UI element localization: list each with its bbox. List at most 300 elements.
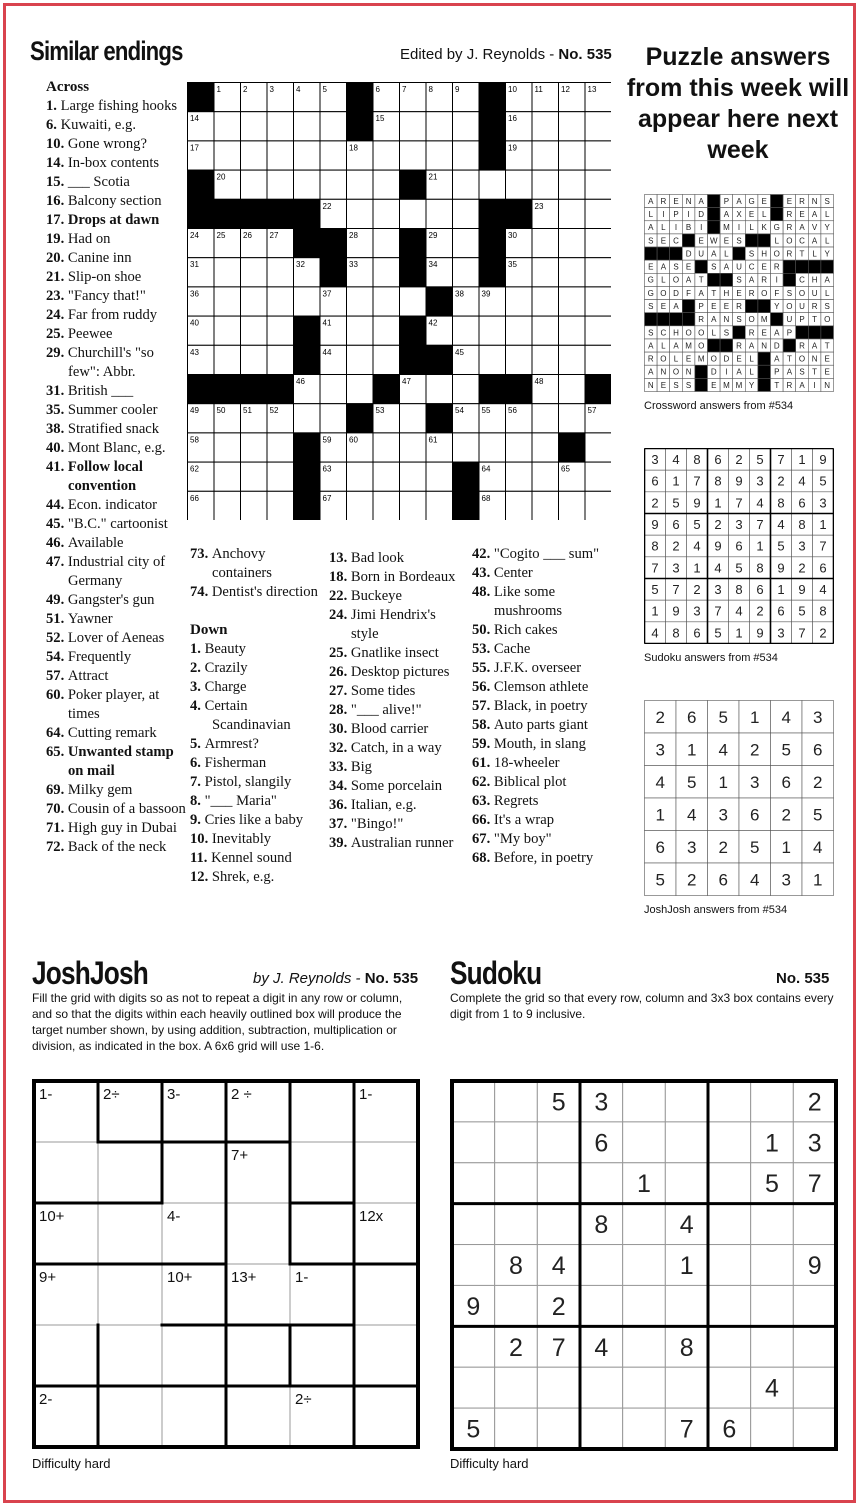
cell-number: 57	[587, 406, 597, 416]
sudoku-cell[interactable]	[623, 1204, 666, 1245]
answer-letter: G	[647, 288, 654, 298]
grid-cell[interactable]	[241, 170, 268, 199]
joshjosh-cell[interactable]	[162, 1386, 226, 1447]
grid-cell[interactable]	[400, 404, 427, 433]
sudoku-cell[interactable]	[580, 1245, 623, 1286]
clue-number: 20.	[46, 250, 68, 266]
sudoku-cell[interactable]	[537, 1204, 580, 1245]
clue-text: Italian, e.g.	[350, 797, 417, 813]
answer-letter: 6	[756, 582, 764, 598]
grid-cell[interactable]	[453, 433, 480, 462]
clue	[472, 754, 612, 773]
clue-text: Cache	[493, 641, 531, 657]
sudoku-given: 2	[807, 1088, 822, 1117]
grid-cell[interactable]	[532, 462, 559, 491]
cage-label: 2÷	[103, 1086, 120, 1103]
clue-number: 70.	[46, 801, 68, 817]
grid-cell[interactable]	[426, 491, 453, 520]
sudoku-cell[interactable]	[623, 1081, 666, 1122]
clue	[46, 743, 186, 781]
clue-text: "Fancy that!"	[67, 288, 146, 304]
grid-cell[interactable]	[559, 258, 586, 287]
sudoku-cell[interactable]	[580, 1367, 623, 1408]
sudoku-cell[interactable]	[793, 1408, 836, 1449]
grid-cell[interactable]	[294, 404, 321, 433]
grid-cell[interactable]	[214, 345, 241, 374]
grid-cell[interactable]	[532, 404, 559, 433]
grid-cell[interactable]	[241, 345, 268, 374]
sudoku-cell[interactable]	[580, 1163, 623, 1204]
clue-text: Kennel sound	[211, 850, 292, 866]
grid-cell[interactable]	[426, 462, 453, 491]
black-square	[771, 313, 784, 326]
grid-cell[interactable]	[479, 316, 506, 345]
sudoku-cell[interactable]	[623, 1326, 666, 1367]
sudoku-cell[interactable]	[708, 1122, 751, 1163]
black-square	[400, 316, 427, 345]
grid-cell[interactable]	[347, 345, 374, 374]
sudoku-cell[interactable]	[537, 1367, 580, 1408]
cell-number: 5	[322, 85, 327, 94]
grid-cell[interactable]	[214, 491, 241, 520]
grid-cell[interactable]	[506, 170, 533, 199]
sudoku-cell[interactable]	[708, 1163, 751, 1204]
answer-letter: 8	[672, 625, 680, 641]
grid-cell[interactable]	[373, 287, 400, 316]
joshjosh-cell[interactable]	[226, 1203, 290, 1264]
grid-cell[interactable]	[532, 316, 559, 345]
clue-text: Mouth, in slang	[493, 736, 586, 752]
clue-text: Some tides	[350, 683, 416, 699]
grid-cell[interactable]	[320, 375, 347, 404]
joshjosh-cell[interactable]	[290, 1142, 354, 1203]
grid-cell[interactable]	[241, 316, 268, 345]
grid-cell[interactable]	[294, 112, 321, 141]
answer-letter: R	[786, 223, 793, 233]
grid-cell[interactable]	[267, 491, 294, 520]
grid-cell[interactable]	[400, 199, 427, 228]
sudoku-cell[interactable]	[452, 1367, 495, 1408]
answer-letter: U	[698, 249, 705, 259]
sudoku-cell[interactable]	[537, 1122, 580, 1163]
sudoku-cell[interactable]	[793, 1285, 836, 1326]
grid-cell[interactable]	[506, 316, 533, 345]
black-square	[758, 300, 771, 313]
sudoku-cell[interactable]	[623, 1122, 666, 1163]
answer-letter: 2	[735, 452, 743, 468]
grid-cell[interactable]	[506, 345, 533, 374]
answer-letter: 7	[756, 517, 764, 533]
grid-cell[interactable]	[532, 287, 559, 316]
answer-letter: 5	[819, 473, 827, 489]
sudoku-cell[interactable]	[452, 1081, 495, 1122]
grid-cell[interactable]	[453, 141, 480, 170]
joshjosh-cell[interactable]	[162, 1142, 226, 1203]
grid-cell[interactable]	[559, 141, 586, 170]
grid-cell[interactable]	[214, 433, 241, 462]
grid-cell[interactable]	[241, 462, 268, 491]
editor-text: Edited by J. Reynolds -	[400, 46, 559, 63]
answer-letter: A	[811, 341, 818, 351]
grid-cell[interactable]	[267, 316, 294, 345]
grid-cell[interactable]	[559, 199, 586, 228]
grid-cell[interactable]	[532, 170, 559, 199]
sudoku-cell[interactable]	[708, 1245, 751, 1286]
grid-cell[interactable]	[453, 229, 480, 258]
grid-cell[interactable]	[585, 316, 611, 345]
grid-cell[interactable]	[347, 199, 374, 228]
grid-cell[interactable]	[532, 258, 559, 287]
grid-cell[interactable]	[267, 141, 294, 170]
grid-cell[interactable]	[585, 462, 611, 491]
grid-cell[interactable]	[479, 170, 506, 199]
joshjosh-cell[interactable]	[98, 1142, 162, 1203]
cell-number: 37	[322, 289, 332, 299]
sudoku-cell[interactable]	[623, 1408, 666, 1449]
grid-cell[interactable]	[532, 229, 559, 258]
joshjosh-cell[interactable]	[226, 1386, 290, 1447]
grid-cell[interactable]	[267, 287, 294, 316]
clue	[46, 268, 186, 287]
answer-letter: E	[736, 288, 742, 298]
answer-letter: A	[648, 341, 654, 351]
grid-cell[interactable]	[585, 141, 611, 170]
grid-cell[interactable]	[373, 258, 400, 287]
sudoku-cell[interactable]	[623, 1285, 666, 1326]
grid-cell[interactable]	[320, 141, 347, 170]
grid-cell[interactable]	[400, 141, 427, 170]
grid-cell[interactable]	[241, 433, 268, 462]
sudoku-cell[interactable]	[665, 1285, 708, 1326]
sudoku-cell[interactable]	[751, 1285, 794, 1326]
grid-cell[interactable]	[400, 491, 427, 520]
cell-number: 34	[428, 260, 438, 270]
grid-cell[interactable]	[347, 375, 374, 404]
grid-cell[interactable]	[585, 345, 611, 374]
sudoku-cell[interactable]	[708, 1204, 751, 1245]
grid-cell[interactable]	[559, 112, 586, 141]
grid-cell[interactable]	[373, 491, 400, 520]
grid-cell[interactable]	[559, 170, 586, 199]
grid-cell[interactable]	[585, 258, 611, 287]
clue	[46, 591, 186, 610]
grid-cell[interactable]	[267, 258, 294, 287]
grid-cell[interactable]	[373, 345, 400, 374]
answer-letter: A	[648, 196, 654, 206]
grid-cell[interactable]	[400, 433, 427, 462]
sudoku-given: 4	[551, 1252, 566, 1280]
clue-text: Far from ruddy	[67, 307, 158, 323]
sudoku-cell[interactable]	[580, 1408, 623, 1449]
grid-cell[interactable]	[506, 491, 533, 520]
answer-letter: N	[647, 380, 654, 390]
joshjosh-cell[interactable]	[34, 1142, 98, 1203]
sudoku-cell[interactable]	[452, 1122, 495, 1163]
grid-cell[interactable]	[267, 170, 294, 199]
joshjosh-cell[interactable]	[226, 1325, 290, 1386]
grid-cell[interactable]	[214, 287, 241, 316]
grid-cell[interactable]	[400, 112, 427, 141]
clue-text: Gone wrong?	[67, 136, 147, 152]
sudoku-cell[interactable]	[537, 1408, 580, 1449]
clue-text: Center	[493, 565, 533, 581]
answer-letter: C	[799, 236, 805, 246]
grid-cell[interactable]	[585, 433, 611, 462]
sudoku-cell[interactable]	[623, 1367, 666, 1408]
grid-cell[interactable]	[347, 287, 374, 316]
sudoku-cell[interactable]	[793, 1367, 836, 1408]
grid-cell[interactable]	[559, 375, 586, 404]
clue-number: 21.	[46, 269, 68, 285]
sudoku-cell[interactable]	[751, 1245, 794, 1286]
sudoku-cell[interactable]	[452, 1245, 495, 1286]
answer-letter: H	[673, 328, 679, 338]
grid-cell[interactable]	[559, 404, 586, 433]
cell-number: 55	[481, 406, 491, 416]
grid-cell[interactable]	[320, 170, 347, 199]
sudoku-cell[interactable]	[495, 1367, 538, 1408]
grid-cell[interactable]	[426, 141, 453, 170]
clue-text: ___ Scotia	[67, 174, 130, 190]
grid-cell[interactable]	[373, 462, 400, 491]
clues-col3	[329, 549, 464, 853]
grid-cell[interactable]	[479, 433, 506, 462]
grid-cell[interactable]	[241, 141, 268, 170]
grid-cell[interactable]	[426, 112, 453, 141]
joshjosh-cell[interactable]	[98, 1386, 162, 1447]
clue-text: Kuwaiti, e.g.	[60, 117, 136, 133]
grid-cell[interactable]	[373, 170, 400, 199]
sudoku-cell[interactable]	[537, 1163, 580, 1204]
sudoku-cell[interactable]	[793, 1204, 836, 1245]
sudoku-cell[interactable]	[708, 1081, 751, 1122]
sudoku-cell[interactable]	[495, 1122, 538, 1163]
grid-cell[interactable]	[400, 462, 427, 491]
grid-cell[interactable]	[214, 462, 241, 491]
grid-cell[interactable]	[241, 491, 268, 520]
answer-letter: S	[685, 380, 692, 390]
clue-number: 15.	[46, 174, 68, 190]
grid-cell[interactable]	[453, 316, 480, 345]
grid-cell[interactable]	[241, 112, 268, 141]
sudoku-cell[interactable]	[665, 1367, 708, 1408]
sudoku-cell[interactable]	[793, 1326, 836, 1367]
grid-cell[interactable]	[453, 112, 480, 141]
clue-number: 24.	[329, 607, 351, 623]
clue-text: Jimi Hendrix's style	[350, 607, 436, 642]
cage-label: 4-	[167, 1208, 181, 1225]
grid-cell[interactable]	[373, 433, 400, 462]
grid-cell[interactable]	[585, 112, 611, 141]
clue-number: 34.	[329, 778, 351, 794]
joshjosh-cell[interactable]	[354, 1264, 418, 1325]
grid-cell[interactable]	[400, 287, 427, 316]
grid-cell[interactable]	[373, 141, 400, 170]
joshjosh-cell[interactable]	[354, 1325, 418, 1386]
grid-cell[interactable]	[506, 287, 533, 316]
grid-cell[interactable]	[453, 199, 480, 228]
grid-cell[interactable]	[267, 345, 294, 374]
grid-cell[interactable]	[347, 316, 374, 345]
cell-number: 6	[375, 85, 380, 94]
answer-letter: E	[698, 236, 704, 246]
joshjosh-cell[interactable]	[34, 1325, 98, 1386]
joshjosh-cell[interactable]	[290, 1325, 354, 1386]
clue-number: 72.	[46, 839, 68, 855]
grid-cell[interactable]	[426, 375, 453, 404]
sudoku-cell[interactable]	[452, 1204, 495, 1245]
joshjosh-cell[interactable]	[98, 1325, 162, 1386]
answer-letter: L	[749, 223, 754, 233]
grid-cell[interactable]	[347, 491, 374, 520]
grid-cell[interactable]	[506, 433, 533, 462]
sudoku-cell[interactable]	[623, 1245, 666, 1286]
joshjosh-answers-caption: JoshJosh answers from #534	[644, 904, 788, 916]
grid-cell[interactable]	[373, 229, 400, 258]
grid-cell[interactable]	[294, 170, 321, 199]
joshjosh-cell[interactable]	[162, 1325, 226, 1386]
joshjosh-cell[interactable]	[290, 1081, 354, 1142]
grid-cell[interactable]	[320, 404, 347, 433]
cell-number: 54	[455, 406, 464, 416]
grid-cell[interactable]	[373, 316, 400, 345]
clue	[46, 211, 186, 230]
grid-cell[interactable]	[585, 491, 611, 520]
clue-number: 63.	[472, 793, 494, 809]
sudoku-cell[interactable]	[708, 1285, 751, 1326]
joshjosh-cell[interactable]	[354, 1142, 418, 1203]
grid-cell[interactable]	[214, 316, 241, 345]
grid-cell[interactable]	[267, 462, 294, 491]
sudoku-cell[interactable]	[665, 1163, 708, 1204]
answer-letter: 4	[651, 625, 659, 641]
grid-cell[interactable]	[506, 462, 533, 491]
answer-letter: 5	[750, 837, 760, 857]
clue-number: 68.	[472, 850, 494, 866]
clues-col2	[190, 545, 325, 887]
sudoku-cell[interactable]	[495, 1204, 538, 1245]
answer-letter: S	[748, 249, 755, 259]
grid-cell[interactable]	[453, 170, 480, 199]
sudoku-cell[interactable]	[495, 1081, 538, 1122]
answer-letter: C	[660, 328, 667, 338]
answer-letter: 9	[777, 560, 785, 576]
clue	[46, 534, 186, 553]
grid-cell[interactable]	[267, 112, 294, 141]
grid-cell[interactable]	[453, 258, 480, 287]
grid-cell[interactable]	[241, 287, 268, 316]
joshjosh-cell[interactable]	[354, 1386, 418, 1447]
answer-letter: P	[698, 302, 704, 312]
cell-number: 31	[190, 260, 199, 270]
clue-number: 62.	[472, 774, 494, 790]
sudoku-cell[interactable]	[665, 1081, 708, 1122]
grid-cell[interactable]	[532, 491, 559, 520]
down-list-continued	[329, 549, 464, 853]
grid-cell[interactable]	[585, 170, 611, 199]
grid-cell[interactable]	[373, 199, 400, 228]
sudoku-cell[interactable]	[751, 1326, 794, 1367]
cell-number: 53	[375, 406, 385, 416]
grid-cell[interactable]	[585, 229, 611, 258]
answer-letter: 5	[718, 707, 728, 727]
cell-number: 17	[190, 143, 199, 153]
clue	[472, 849, 612, 868]
sudoku-given: 5	[551, 1088, 566, 1117]
grid-cell[interactable]	[585, 199, 611, 228]
grid-cell[interactable]	[241, 258, 268, 287]
grid-cell[interactable]	[559, 287, 586, 316]
grid-cell[interactable]	[214, 112, 241, 141]
grid-cell[interactable]	[585, 287, 611, 316]
clue-text: Desktop pictures	[350, 664, 450, 680]
grid-cell[interactable]	[214, 258, 241, 287]
sudoku-cell[interactable]	[495, 1408, 538, 1449]
grid-cell[interactable]	[559, 345, 586, 374]
grid-cell[interactable]	[347, 462, 374, 491]
grid-cell[interactable]	[294, 287, 321, 316]
answer-letter: T	[786, 354, 792, 364]
answer-letter: N	[761, 341, 768, 351]
grid-cell[interactable]	[320, 112, 347, 141]
clue	[329, 644, 464, 663]
black-square	[708, 273, 721, 286]
grid-cell[interactable]	[347, 170, 374, 199]
grid-cell[interactable]	[532, 345, 559, 374]
black-square	[320, 229, 347, 258]
grid-cell[interactable]	[559, 229, 586, 258]
answer-letter: 5	[687, 772, 697, 792]
grid-cell[interactable]	[294, 141, 321, 170]
answer-letter: R	[811, 302, 818, 312]
grid-cell[interactable]	[532, 112, 559, 141]
cell-number: 24	[190, 231, 199, 240]
grid-cell[interactable]	[559, 316, 586, 345]
sudoku-cell[interactable]	[751, 1204, 794, 1245]
sudoku-cell[interactable]	[751, 1081, 794, 1122]
cell-number: 12	[561, 85, 570, 94]
grid-cell[interactable]	[267, 433, 294, 462]
sudoku-cell[interactable]	[495, 1285, 538, 1326]
sudoku-cell[interactable]	[452, 1163, 495, 1204]
joshjosh-cell[interactable]	[98, 1264, 162, 1325]
sudoku-cell[interactable]	[580, 1285, 623, 1326]
black-square	[373, 375, 400, 404]
grid-cell[interactable]	[532, 141, 559, 170]
grid-cell[interactable]	[426, 199, 453, 228]
answer-letter: 9	[798, 582, 806, 598]
sudoku-cell[interactable]	[751, 1408, 794, 1449]
sudoku-cell[interactable]	[708, 1326, 751, 1367]
answer-letter: L	[749, 367, 754, 377]
clue-text: Attract	[67, 668, 109, 684]
grid-cell[interactable]	[532, 433, 559, 462]
answer-letter: E	[736, 354, 742, 364]
sudoku-cell[interactable]	[665, 1122, 708, 1163]
grid-cell[interactable]	[214, 141, 241, 170]
sudoku-cell[interactable]	[708, 1367, 751, 1408]
sudoku-cell[interactable]	[452, 1326, 495, 1367]
joshjosh-cell[interactable]	[98, 1203, 162, 1264]
black-square	[294, 433, 321, 462]
clue-number: 50.	[472, 622, 494, 638]
grid-cell[interactable]	[453, 375, 480, 404]
answer-letter: 3	[781, 870, 791, 890]
joshjosh-cell[interactable]	[290, 1203, 354, 1264]
grid-cell[interactable]	[559, 491, 586, 520]
grid-cell[interactable]	[479, 345, 506, 374]
sudoku-cell[interactable]	[495, 1163, 538, 1204]
